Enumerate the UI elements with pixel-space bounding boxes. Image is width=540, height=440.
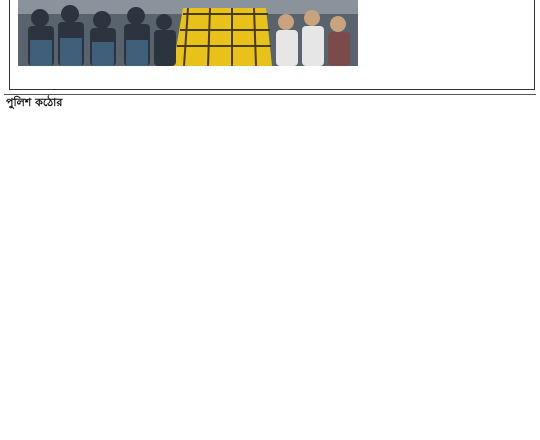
article-headline: পুলিশ কঠোর	[6, 96, 63, 109]
photo-caption-text	[18, 70, 318, 82]
photo-caption	[18, 70, 358, 82]
news-photo	[18, 0, 358, 66]
photo-credit	[322, 70, 358, 82]
article-body	[6, 112, 88, 440]
section-divider	[4, 94, 536, 95]
protest-scene-illustration	[18, 0, 358, 66]
continued-article-column	[366, 0, 528, 84]
